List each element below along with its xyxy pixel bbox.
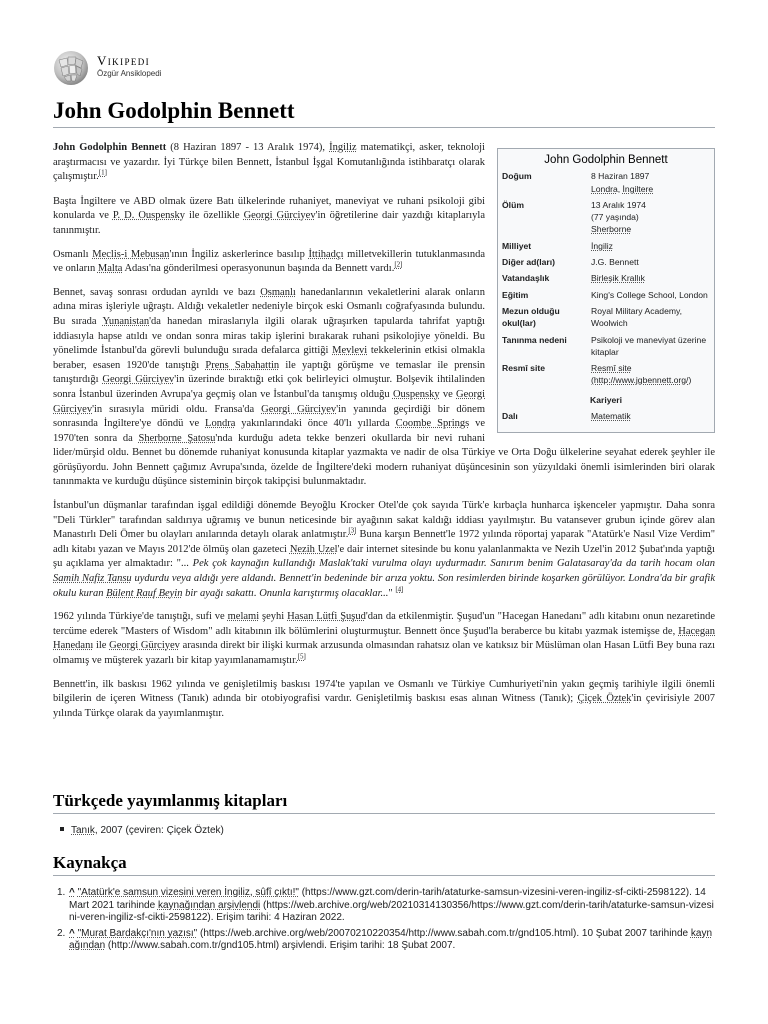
link-gurciyev[interactable]: Georgi Gürciyev xyxy=(261,403,337,415)
reference-title-link[interactable]: "Murat Bardakçı'nın yazısı" xyxy=(77,927,198,939)
text: 10 Şubat 2007 tarihinde xyxy=(581,927,691,939)
link-coombe-springs[interactable]: Coombe Springs xyxy=(395,418,470,430)
infobox-value: J.G. Bennett xyxy=(591,257,639,268)
link-yunanistan[interactable]: Yunanistan xyxy=(102,315,150,327)
link-ouspensky[interactable]: Ouspensky xyxy=(392,388,440,400)
infobox-label: Eğitim xyxy=(502,289,529,300)
infobox-row-death xyxy=(502,199,710,236)
subject-name: John Godolphin Bennett xyxy=(53,142,167,153)
infobox-row-birth xyxy=(502,170,710,195)
text: ile özellikle xyxy=(184,210,244,222)
link-ingiltere[interactable]: İngiltere xyxy=(622,183,654,194)
link-sherborne[interactable]: Sherborne xyxy=(591,224,632,235)
text: yakınlarındaki önce 40'lı yıllarda xyxy=(235,418,396,430)
link-cicek-oztek[interactable]: Çiçek Öztek xyxy=(577,693,632,705)
infobox-label: Dalı xyxy=(502,411,518,422)
link-melami[interactable]: melami xyxy=(227,611,260,623)
ref-1[interactable]: [1] xyxy=(98,168,107,177)
books-list xyxy=(60,824,710,838)
link-meclis-i-mebusan[interactable]: Meclis-i Mebusan xyxy=(92,248,170,260)
ref-5[interactable]: [5] xyxy=(297,652,306,661)
infobox-label: Vatandaşlık xyxy=(502,273,550,284)
text: Buna karşın Bennett'le 1972 yılında röportaj yaparak "Atatürk'e Nasıl Vize Verdim" adlı kitabı yazan ve Mayıs 2012'de ölmüş olan gazeteci xyxy=(53,529,715,555)
infobox-row-citizenship xyxy=(502,272,710,284)
infobox-row-website xyxy=(502,362,710,387)
text: 'in üzerinde bıraktığı etki çok belirleyici olmuştur. Bolşevik ihtilalinden sonra İstanbul üzerinden Avrupa'ya geçmiş olan ve İstanbul'da tanışmış olduğu xyxy=(53,374,485,400)
section-heading-books: Türkçede yayımlanmış kitapları xyxy=(53,791,288,810)
text: İstanbul'un düşmanlar tarafından işgal edildiği dönemde Beyoğlu Krocker Otel'de çok sayıda Türk'e kırbaçla hunharca işkenceler yapmıştır. Daha sonra "Deli Türkler" tarafından saldırıya uğramış ve bunun neticesinde bir ayağının sakat kaldığı iddiası yayılmıştır. Bu vatansever grubun içinde görev alan Manastırlı Deli Ömer bu olayları anılarında detaylı olarak anlatmıştır. xyxy=(53,500,715,541)
link-sherborne-satosu[interactable]: Sherborne Şatosu xyxy=(138,432,216,444)
infobox-label: Resmî site xyxy=(502,363,545,374)
link-mevlevi[interactable]: Mevlevi xyxy=(332,345,368,357)
access-date: Erişim tarihi: 4 Haziran 2022. xyxy=(216,912,345,923)
infobox-label: Milliyet xyxy=(502,240,532,251)
text: matematikçi, asker, teknoloji araştırmacısı ve yazardır. İyi Türkçe bilen Bennett, İstanbul İşgal Komutanlığında istihbaratçı olarak çalışmıştır. xyxy=(53,142,485,183)
birth-date: 8 Haziran 1897 xyxy=(591,171,650,182)
link-nezih-uzel[interactable]: Nezih Uzel xyxy=(289,543,338,555)
title-divider xyxy=(53,127,715,128)
bullet-icon xyxy=(60,827,64,831)
paragraph-6 xyxy=(53,610,715,668)
text: 14 Mart 2021 tarihinde xyxy=(69,887,706,911)
infobox-row-known-for xyxy=(502,334,710,359)
back-link[interactable]: ^ xyxy=(69,887,75,898)
text: 'in yanında geçirdiği bir dönem sonrasında İngiltere'ye döndü ve xyxy=(53,403,485,430)
archive-link[interactable]: arşivlendi xyxy=(215,899,261,911)
link-hasan-lutfi-susud[interactable]: Hasan Lütfi Şuşud xyxy=(287,611,366,623)
official-site-link[interactable]: Resmî site (http://www.jgbennett.org/) xyxy=(591,363,692,386)
article-body xyxy=(53,141,715,730)
text: 1962 yılında Türkiye'de tanıştığı, sufi ve xyxy=(53,611,228,623)
text: Başta İngiltere ve ABD olmak üzere Batı ülkelerinde ruhaniyet, maneviyat ve ruhani psikoloji gibi konularda ve xyxy=(53,195,485,222)
text: 'in sırasıyla müridi oldu. Fransa'da xyxy=(92,403,262,415)
text: şeyhi xyxy=(259,611,288,623)
link-ittihadci[interactable]: İttihadçı xyxy=(308,248,344,260)
text: Adası'na gönderilmesi operasyonunun başında da Bennett vardı. xyxy=(122,263,395,275)
ref-2[interactable]: [2] xyxy=(394,260,403,269)
link-gurciyev[interactable]: Georgi Gürciyev xyxy=(109,640,180,652)
text: 'ının İngiliz askerlerince basılıp xyxy=(169,248,309,260)
death-age: (77 yaşında) xyxy=(591,212,639,223)
list-item xyxy=(60,824,710,838)
infobox xyxy=(497,148,715,433)
text: 'e dair internet sitesinde bu konu yalanlanmakta ve Nezih Uzel'in 2012 Şubat'ında yaptığı şu açıklama yer almaktadır: "... xyxy=(53,543,715,570)
infobox-value xyxy=(591,240,710,252)
paragraph-7 xyxy=(53,678,715,722)
section-heading-references: Kaynakça xyxy=(53,853,127,872)
infobox-title: John Godolphin Bennett xyxy=(544,154,668,166)
link-osmanli[interactable]: Osmanlı xyxy=(260,286,296,298)
infobox-value xyxy=(591,362,710,387)
text: ve 1970'ten sonra da xyxy=(53,418,486,444)
text: (https://web.archive.org/web/20070210220354/http://www.sabah.com.tr/gnd105.html). xyxy=(197,927,582,939)
text: milletvekillerin tutuklanmasında ve onların xyxy=(53,248,485,275)
text: Bennet, savaş sonrası ordudan ayrıldı ve bazı xyxy=(53,286,261,298)
reference-text xyxy=(69,887,715,925)
infobox-value: Royal Military Academy, Woolwich xyxy=(591,305,683,329)
link-gurciyev[interactable]: Georgi Gürciyev xyxy=(102,374,175,386)
text: arasında direkt bir ilişki kurmak arzusunda olmasından rahatsız olan ve katıksız bir Müslüman olan Hasan Lütfi Bey buna razı olmamış ve müşterek yazarlı bir kitap yayımlanamamıştır. xyxy=(53,640,716,666)
text: (https://www.gzt.com/derin-tarih/ataturke-samsun-vizesini-veren-ingiliz-sf-cikti-2598122). xyxy=(298,887,695,898)
link-malta[interactable]: Malta xyxy=(97,263,123,275)
link-gurciyev[interactable]: Georgi Gürciyev xyxy=(243,210,316,222)
references-list xyxy=(57,887,715,956)
infobox-label: Mezun olduğu okul(lar) xyxy=(502,305,560,329)
link-tanik[interactable]: Tanık xyxy=(71,825,95,836)
link-ingiliz-body[interactable]: İngiliz xyxy=(329,142,357,153)
infobox-row-field xyxy=(502,410,710,422)
access-date: Erişim tarihi: 18 Şubat 2007. xyxy=(329,940,456,951)
infobox-label: Tanınma nedeni xyxy=(502,334,567,345)
link-matematik[interactable]: Matematik xyxy=(591,411,631,422)
quote-text: uydurdu veya aldığı yere aldandı. Bennett'in bedeninde bir arıza yoktu. Son resimlerden birinde koşarken görülüyor. Londra'da bir grafik okulu kuran xyxy=(53,573,715,599)
infobox-value: King's College School, London xyxy=(591,289,708,300)
link-prens-sabahattin[interactable]: Prens Sabahattin xyxy=(205,359,280,371)
text: ve xyxy=(439,388,457,400)
quote-text: bir ayağı sakattı. Onunla karıştırmış olacaklar... xyxy=(182,587,389,599)
text: 'dan da etkilenmiştir. Şuşud'un "Hacegan Hanedanı" adlı kitabını onun nezaretinde tercüme ederek "Masters of Wisdom" adlı kitabının ilk bölümlerini oluşturmuştur. Bennett önce Şuşud'la beraberce bu kitabı yazmak istemişse de, xyxy=(53,611,715,637)
wikipedia-globe-icon xyxy=(53,50,89,86)
infobox-value: 8 Haziran 1897 Londra, İngiltere xyxy=(591,170,710,195)
text: " xyxy=(388,587,396,599)
section-divider xyxy=(53,813,715,814)
text: 'in çevirisiyle 2007 yılında Türkçe olarak da yayımlanmıştır. xyxy=(53,693,715,719)
ref-4[interactable]: [4] xyxy=(395,585,404,594)
link-londra-body[interactable]: Londra xyxy=(205,418,236,430)
archive-source-link[interactable]: kaynağından xyxy=(157,899,216,911)
logo-wordmark: Vikipedi xyxy=(97,53,151,68)
reference-number: 1. xyxy=(57,887,66,898)
text: Bennett'in, ilk baskısı 1962 yılında ve genişletilmiş baskısı 1974'te yapılan ve Osmanlı ve Türkiye Cumhuriyeti'nin yakın geçmiş tarihiyle ilgili önemli bilgilerin de içeren Witness (Tanık) adında bir otobiyografisi vardır. Genişletilmiş baskısı esas alınan Witness (Tanık); xyxy=(53,678,715,705)
text: ile yaptığı görüşme ve temaslar ile prensin tanıştırdığı xyxy=(53,359,486,386)
reference-number: 2. xyxy=(57,927,66,939)
paragraph-5 xyxy=(53,499,715,601)
infobox-label: Ölüm xyxy=(502,199,524,210)
reference-item xyxy=(57,887,715,925)
text: tekkelerinin etkisi olmakla beraber, esasen 1920'de tanıştığı xyxy=(53,345,486,371)
text: (8 Haziran 1897 - 13 Aralık 1974), xyxy=(166,142,330,153)
link-gurciyev[interactable]: Georgi Gürciyev xyxy=(53,388,485,415)
logo-tagline: Özgür Ansiklopedi xyxy=(97,69,162,78)
text: Osmanlı xyxy=(53,248,93,260)
link-samih-nafiz-tansu[interactable]: Samih Nafiz Tansu xyxy=(53,573,132,585)
link-ingiliz[interactable]: İngiliz xyxy=(591,240,613,251)
reference-title-link[interactable]: "Atatürk'e samsun vizesini veren İngiliz, sûfî çıktı!" xyxy=(77,887,299,898)
infobox-value xyxy=(591,272,710,284)
text: (https://web.archive.org/web/20210314130356/https://www.gzt.com/derin-tarih/ataturke-samsun-vizesini-veren-ingiliz-sf-cikti-2598122). xyxy=(69,899,714,923)
text: ile xyxy=(93,640,110,652)
ref-3[interactable]: [3] xyxy=(348,526,357,535)
infobox-row-nationality xyxy=(502,240,710,252)
site-logo[interactable] xyxy=(53,49,253,87)
death-date: 13 Aralık 1974 xyxy=(591,199,646,210)
reference-item xyxy=(57,928,715,953)
archive-source-link[interactable]: kaynağından xyxy=(69,927,713,951)
infobox-value: Psikoloji ve maneviyat üzerine kitaplar xyxy=(591,334,707,357)
section-divider xyxy=(53,875,715,876)
link-birlesik-krallik[interactable]: Birleşik Krallık xyxy=(591,273,645,284)
reference-text xyxy=(69,928,715,953)
infobox-row-alma-mater xyxy=(502,305,710,330)
page-title: John Godolphin Bennett xyxy=(53,98,295,123)
text: (http://www.sabah.com.tr/gnd105.html) arşivlendi. xyxy=(105,940,330,951)
text: , 2007 (çeviren: Çiçek Öztek) xyxy=(94,825,224,836)
text: 'in öğretilerine dair yazdığı kitaplarıyla tanınmıştır. xyxy=(53,210,485,236)
link-londra[interactable]: Londra xyxy=(591,183,618,194)
link-hacegan-hanedani[interactable]: Hacegan Hanedanı xyxy=(53,625,715,652)
infobox-row-other-names xyxy=(502,256,710,268)
link-ouspensky[interactable]: P. D. Ouspensky xyxy=(112,210,185,222)
infobox-value xyxy=(591,199,710,236)
infobox-label: Doğum xyxy=(502,171,532,182)
back-link[interactable]: ^ xyxy=(69,927,75,939)
infobox-label: Diğer ad(ları) xyxy=(502,257,556,268)
infobox-row-education xyxy=(502,289,710,301)
text: 'nda kurduğu adeta tekke benzeri okullarda bir nevi ruhani lider/mürşid oldu. Bennet bu dönemde ruhaniyat konusunda kitaplar yazmakta ve nadir de olsa Türkiye ve Orta Doğu ülkelerine seyahat ederek şeyhler ile görüşüyordu. John Bennett çağımız Avrupa'sında, özelde de İngiltere'deki modern ruhaniyat düşüncesinin son yüzyıldaki önemli isimlerinden biri olarak tanınmakta ve kurduğu düşünce sisteminin birçok takipçisi bulunmaktadır. xyxy=(53,432,715,488)
infobox-value xyxy=(591,410,710,422)
text: hanedanlarının vekaletlerini alarak onların adına miras işleriyle uğraştı. Aldığı vekaletler nedeniyle birçok eski Osmanlı coğrafyasında bulundu. Bu sırada xyxy=(53,286,485,327)
infobox-section-career: Kariyeri xyxy=(589,394,622,405)
quote-text: Pek çok kaynağın kullandığı Maslak'taki vurulma olayı uydurmadır. Sanırım benim Galatasaray'da da tarih hocam olan xyxy=(192,558,715,570)
link-bulent-rauf[interactable]: Bülent Rauf Beyin xyxy=(106,587,183,599)
text: 'da hanedan miraslarıyla ilgili olarak uğraşırken tapularda tahrifat yaptığı iddiasıyla hapse atıldı ve ondan sonra miras takip işlerini bırakarak ruhani psikolojiye yöneldi. Bu yönelimde İstanbul'da görevli bulunduğu sırada defalarca gittiği xyxy=(53,315,486,357)
